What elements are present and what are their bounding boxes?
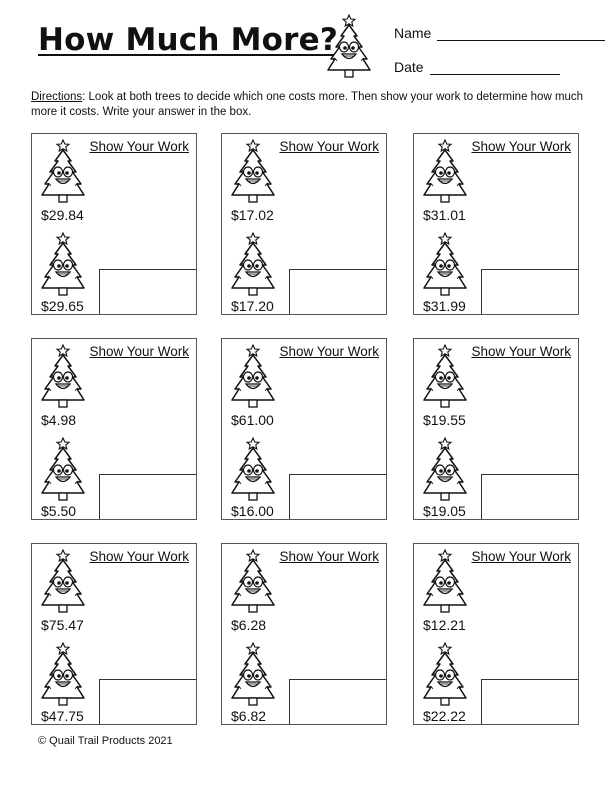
tree-price-bottom: $6.82 bbox=[231, 708, 267, 724]
directions-label: Directions bbox=[31, 91, 83, 103]
problem-card bbox=[31, 133, 197, 315]
answer-box[interactable] bbox=[289, 679, 386, 724]
tree-price-bottom: $29.65 bbox=[41, 298, 84, 314]
answer-box[interactable] bbox=[481, 474, 578, 519]
tree-price-top: $4.98 bbox=[41, 412, 77, 428]
date-label: Date bbox=[394, 59, 424, 75]
problem-card bbox=[221, 133, 387, 315]
christmas-tree-face-icon bbox=[40, 232, 86, 298]
tree-price-bottom: $22.22 bbox=[423, 708, 466, 724]
answer-box[interactable] bbox=[289, 269, 386, 314]
name-label: Name bbox=[394, 25, 432, 41]
tree-price-bottom: $17.20 bbox=[231, 298, 274, 314]
christmas-tree-face-icon bbox=[230, 437, 276, 503]
christmas-tree-face-icon bbox=[230, 232, 276, 298]
show-your-work-label: Show Your Work bbox=[89, 344, 189, 359]
christmas-tree-face-icon bbox=[230, 344, 276, 410]
worksheet-title: How Much More? bbox=[38, 22, 339, 58]
problem-card bbox=[413, 133, 579, 315]
answer-box[interactable] bbox=[99, 269, 196, 314]
tree-price-top: $61.00 bbox=[231, 412, 274, 428]
christmas-tree-face-icon bbox=[40, 642, 86, 708]
christmas-tree-face-icon bbox=[422, 642, 468, 708]
problem-card bbox=[413, 543, 579, 725]
answer-box[interactable] bbox=[481, 269, 578, 314]
problem-card bbox=[31, 543, 197, 725]
christmas-tree-face-icon bbox=[230, 139, 276, 205]
show-your-work-label: Show Your Work bbox=[279, 344, 379, 359]
christmas-tree-face-icon bbox=[230, 549, 276, 615]
show-your-work-label: Show Your Work bbox=[471, 344, 571, 359]
directions bbox=[31, 90, 591, 120]
tree-price-top: $31.01 bbox=[423, 207, 466, 223]
answer-box[interactable] bbox=[99, 679, 196, 724]
show-your-work-label: Show Your Work bbox=[279, 139, 379, 154]
christmas-tree-face-icon bbox=[40, 437, 86, 503]
answer-box[interactable] bbox=[289, 474, 386, 519]
tree-price-bottom: $47.75 bbox=[41, 708, 84, 724]
christmas-tree-face-icon bbox=[40, 139, 86, 205]
christmas-tree-face-icon bbox=[422, 232, 468, 298]
tree-price-bottom: $31.99 bbox=[423, 298, 466, 314]
tree-price-bottom: $5.50 bbox=[41, 503, 77, 519]
christmas-tree-face-icon bbox=[40, 549, 86, 615]
answer-box[interactable] bbox=[481, 679, 578, 724]
problem-card bbox=[221, 543, 387, 725]
show-your-work-label: Show Your Work bbox=[89, 549, 189, 564]
christmas-tree-face-icon bbox=[230, 642, 276, 708]
show-your-work-label: Show Your Work bbox=[471, 549, 571, 564]
tree-price-bottom: $19.05 bbox=[423, 503, 466, 519]
copyright-footer: © Quail Trail Products 2021 bbox=[38, 735, 173, 747]
directions-text: : Look at both trees to decide which one costs more. Then show your work to determine how much more it costs. Write your answer in the box. bbox=[31, 91, 584, 118]
christmas-tree-face-icon bbox=[422, 139, 468, 205]
show-your-work-label: Show Your Work bbox=[279, 549, 379, 564]
problem-card bbox=[221, 338, 387, 520]
name-field[interactable] bbox=[394, 25, 605, 41]
tree-price-top: $6.28 bbox=[231, 617, 267, 633]
tree-price-top: $29.84 bbox=[41, 207, 84, 223]
show-your-work-label: Show Your Work bbox=[471, 139, 571, 154]
tree-price-top: $75.47 bbox=[41, 617, 84, 633]
christmas-tree-face-icon bbox=[422, 437, 468, 503]
date-field[interactable] bbox=[394, 59, 560, 75]
name-line[interactable] bbox=[437, 26, 605, 41]
tree-price-top: $12.21 bbox=[423, 617, 466, 633]
date-line[interactable] bbox=[430, 60, 560, 75]
problem-card bbox=[413, 338, 579, 520]
show-your-work-label: Show Your Work bbox=[89, 139, 189, 154]
christmas-tree-face-icon bbox=[40, 344, 86, 410]
tree-price-top: $19.55 bbox=[423, 412, 466, 428]
christmas-tree-face-icon bbox=[326, 14, 372, 80]
tree-price-top: $17.02 bbox=[231, 207, 274, 223]
problem-card bbox=[31, 338, 197, 520]
tree-price-bottom: $16.00 bbox=[231, 503, 274, 519]
christmas-tree-face-icon bbox=[422, 549, 468, 615]
answer-box[interactable] bbox=[99, 474, 196, 519]
christmas-tree-face-icon bbox=[422, 344, 468, 410]
